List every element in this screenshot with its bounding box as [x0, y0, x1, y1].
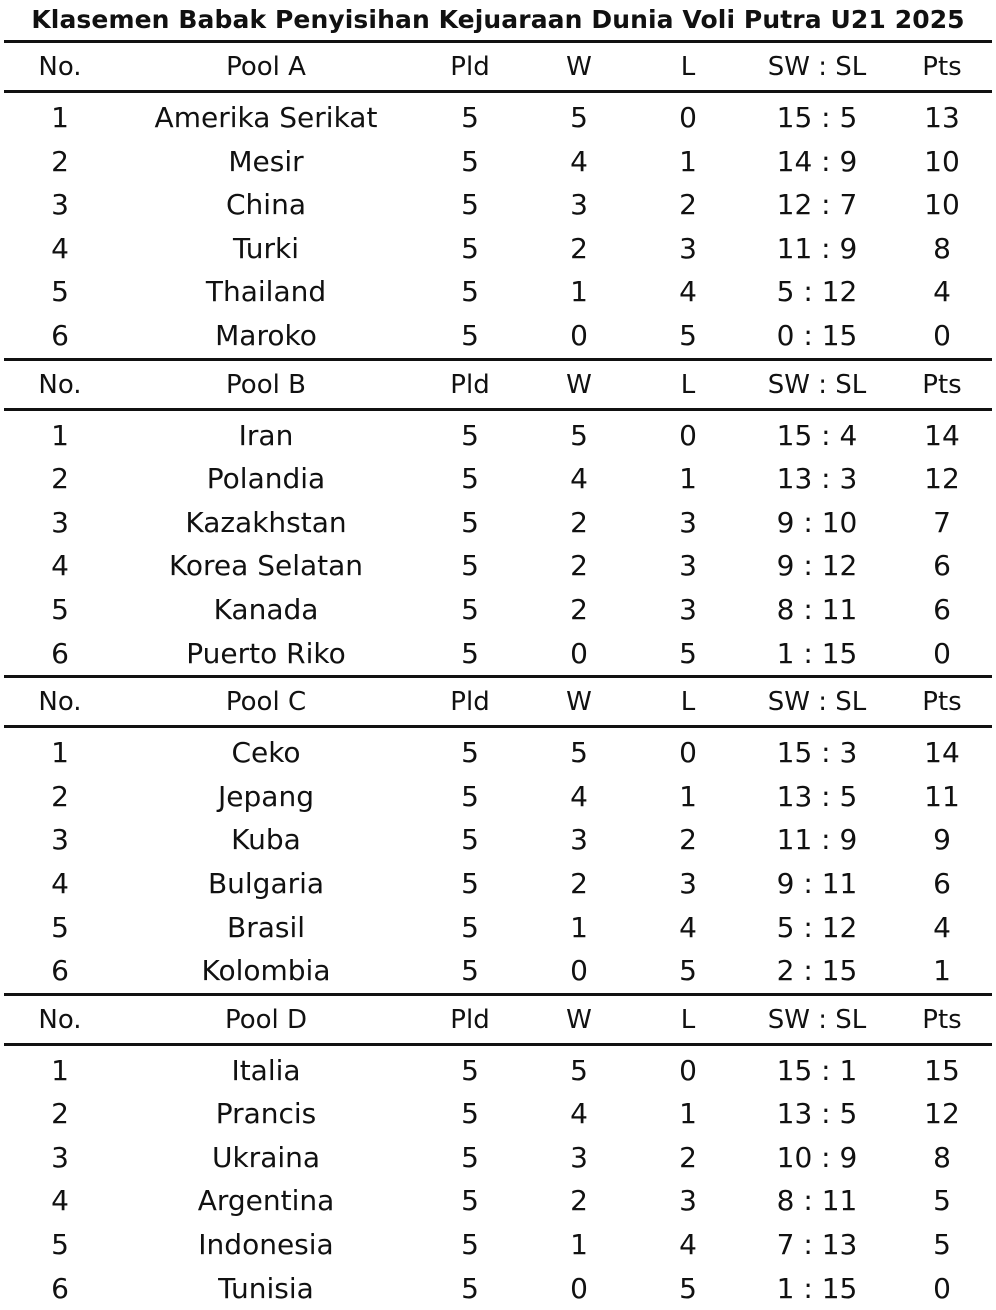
cell-pld: 5	[461, 144, 479, 178]
cell-team: Mesir	[228, 144, 304, 178]
cell-sw-sl: 15 : 4	[776, 418, 858, 452]
pool-header-row	[4, 675, 992, 728]
cell-l: 0	[679, 101, 697, 134]
cell-pts: 10	[924, 144, 960, 178]
cell-no: 1	[51, 101, 69, 134]
cell-no: 5	[51, 592, 69, 626]
table-row	[4, 414, 992, 458]
cell-no: 6	[51, 1271, 69, 1305]
table-row	[4, 862, 992, 906]
cell-team: Argentina	[197, 1184, 335, 1218]
cell-sw-sl: 9 : 11	[776, 866, 858, 900]
cell-l: 1	[679, 779, 697, 813]
cell-pts: 4	[933, 910, 951, 944]
cell-sw-sl: 14 : 9	[776, 144, 858, 178]
cell-l: 5	[679, 318, 697, 352]
cell-w: 3	[570, 1140, 588, 1174]
cell-no: 1	[51, 418, 69, 452]
column-header-w: W	[566, 687, 592, 718]
cell-pld: 5	[461, 1097, 479, 1131]
cell-w: 5	[570, 1053, 588, 1087]
cell-l: 3	[679, 1184, 697, 1218]
cell-pld: 5	[461, 188, 479, 222]
cell-team: China	[226, 188, 306, 222]
cell-pld: 5	[461, 231, 479, 265]
cell-l: 3	[679, 549, 697, 583]
table-row	[4, 1267, 992, 1310]
cell-pld: 5	[461, 866, 479, 900]
cell-team: Ceko	[231, 736, 301, 770]
cell-team: Puerto Riko	[186, 636, 346, 670]
cell-team: Italia	[231, 1053, 301, 1087]
table-row	[4, 588, 992, 632]
cell-pts: 5	[933, 1228, 951, 1262]
cell-no: 5	[51, 1228, 69, 1262]
cell-l: 3	[679, 866, 697, 900]
pool-rows	[4, 1046, 992, 1310]
pool-rows	[4, 411, 992, 676]
cell-pts: 6	[933, 866, 951, 900]
cell-w: 1	[570, 1228, 588, 1262]
cell-team: Kazakhstan	[185, 505, 347, 539]
cell-pts: 4	[933, 275, 951, 309]
column-header-pts: Pts	[922, 52, 962, 82]
cell-pld: 5	[461, 636, 479, 670]
cell-team: Maroko	[215, 318, 317, 352]
cell-no: 1	[51, 736, 69, 770]
column-header-no: No.	[38, 687, 82, 718]
cell-pld: 5	[461, 1271, 479, 1305]
cell-sw-sl: 9 : 12	[776, 549, 858, 583]
cell-l: 2	[679, 823, 697, 857]
cell-no: 4	[51, 1184, 69, 1218]
cell-w: 4	[570, 462, 588, 496]
column-header-pts: Pts	[922, 369, 962, 400]
column-header-pld: Pld	[450, 369, 490, 400]
cell-team: Iran	[238, 418, 294, 452]
cell-team: Kuba	[231, 823, 301, 857]
cell-pld: 5	[461, 549, 479, 583]
cell-w: 4	[570, 1097, 588, 1131]
cell-no: 1	[51, 1053, 69, 1087]
cell-w: 4	[570, 144, 588, 178]
cell-pld: 5	[461, 823, 479, 857]
pool-header-row	[4, 993, 992, 1046]
cell-w: 4	[570, 779, 588, 813]
cell-l: 1	[679, 144, 697, 178]
cell-sw-sl: 11 : 9	[776, 823, 858, 857]
cell-no: 4	[51, 231, 69, 265]
cell-w: 5	[570, 736, 588, 770]
cell-team: Ukraina	[211, 1140, 321, 1174]
table-row	[4, 731, 992, 775]
cell-team: Kanada	[213, 592, 319, 626]
pool-table	[4, 675, 992, 993]
pool-rows	[4, 728, 992, 993]
column-header-w: W	[566, 1004, 592, 1035]
column-header-no: No.	[38, 369, 82, 400]
cell-l: 5	[679, 636, 697, 670]
pool-table	[4, 40, 992, 358]
cell-w: 2	[570, 505, 588, 539]
cell-pld: 5	[461, 1184, 479, 1218]
pool-name-header: Pool A	[226, 52, 306, 82]
pool-table	[4, 358, 992, 676]
cell-team: Tunisia	[218, 1271, 314, 1305]
cell-pts: 15	[924, 1053, 960, 1087]
cell-pld: 5	[461, 1053, 479, 1087]
table-row	[4, 632, 992, 676]
table-row	[4, 140, 992, 184]
cell-pts: 12	[924, 462, 960, 496]
cell-sw-sl: 13 : 5	[776, 779, 858, 813]
table-row	[4, 775, 992, 819]
cell-pld: 5	[461, 910, 479, 944]
cell-l: 3	[679, 505, 697, 539]
cell-sw-sl: 10 : 9	[776, 1140, 858, 1174]
cell-sw-sl: 5 : 12	[776, 275, 858, 309]
cell-pts: 12	[924, 1097, 960, 1131]
pool-name-header: Pool D	[224, 1004, 308, 1035]
column-header-sw-sl: SW : SL	[767, 52, 867, 82]
cell-no: 5	[51, 275, 69, 309]
table-row	[4, 183, 992, 227]
cell-pld: 5	[461, 1140, 479, 1174]
column-header-pld: Pld	[450, 1004, 490, 1035]
column-header-pts: Pts	[922, 1004, 962, 1035]
cell-w: 1	[570, 910, 588, 944]
cell-sw-sl: 1 : 15	[776, 636, 858, 670]
cell-sw-sl: 15 : 1	[776, 1053, 858, 1087]
cell-team: Turki	[232, 231, 300, 265]
pool-name-header: Pool C	[225, 687, 307, 718]
cell-w: 3	[570, 188, 588, 222]
cell-sw-sl: 2 : 15	[776, 954, 858, 988]
cell-sw-sl: 7 : 13	[776, 1228, 858, 1262]
cell-no: 2	[51, 779, 69, 813]
cell-no: 5	[51, 910, 69, 944]
pool-name-header: Pool B	[226, 369, 306, 400]
cell-pts: 13	[924, 101, 960, 134]
cell-no: 3	[51, 823, 69, 857]
table-row	[4, 544, 992, 588]
cell-no: 2	[51, 144, 69, 178]
cell-w: 3	[570, 823, 588, 857]
cell-sw-sl: 12 : 7	[776, 188, 858, 222]
cell-w: 0	[570, 636, 588, 670]
table-row	[4, 96, 992, 140]
table-row	[4, 818, 992, 862]
pool-rows	[4, 93, 992, 358]
pool-header-row	[4, 40, 992, 93]
cell-pld: 5	[461, 462, 479, 496]
cell-sw-sl: 0 : 15	[776, 318, 858, 352]
cell-l: 5	[679, 1271, 697, 1305]
cell-pts: 9	[933, 823, 951, 857]
cell-w: 0	[570, 318, 588, 352]
column-header-sw-sl: SW : SL	[767, 1004, 867, 1035]
cell-l: 3	[679, 231, 697, 265]
cell-pld: 5	[461, 1228, 479, 1262]
cell-pts: 1	[933, 954, 951, 988]
cell-w: 2	[570, 866, 588, 900]
cell-pld: 5	[461, 101, 479, 134]
cell-l: 0	[679, 1053, 697, 1087]
table-row	[4, 1136, 992, 1180]
column-header-sw-sl: SW : SL	[767, 369, 867, 400]
table-row	[4, 949, 992, 993]
cell-w: 0	[570, 954, 588, 988]
cell-sw-sl: 5 : 12	[776, 910, 858, 944]
column-header-sw-sl: SW : SL	[767, 687, 867, 718]
cell-team: Jepang	[218, 779, 314, 813]
cell-pts: 8	[933, 231, 951, 265]
table-row	[4, 1049, 992, 1093]
cell-no: 3	[51, 505, 69, 539]
table-row	[4, 1179, 992, 1223]
cell-pts: 10	[924, 188, 960, 222]
cell-team: Prancis	[215, 1097, 317, 1131]
cell-pld: 5	[461, 318, 479, 352]
cell-w: 5	[570, 101, 588, 134]
cell-sw-sl: 13 : 5	[776, 1097, 858, 1131]
cell-l: 0	[679, 736, 697, 770]
column-header-w: W	[566, 369, 592, 400]
table-row	[4, 1092, 992, 1136]
cell-w: 2	[570, 549, 588, 583]
table-row	[4, 270, 992, 314]
cell-team: Thailand	[205, 275, 327, 309]
cell-l: 5	[679, 954, 697, 988]
table-row	[4, 501, 992, 545]
column-header-l: L	[680, 52, 696, 82]
cell-w: 5	[570, 418, 588, 452]
cell-pts: 6	[933, 549, 951, 583]
column-header-l: L	[680, 687, 696, 718]
standings-tables	[0, 40, 996, 1310]
cell-team: Indonesia	[198, 1228, 334, 1262]
cell-w: 1	[570, 275, 588, 309]
cell-l: 3	[679, 592, 697, 626]
cell-team: Korea Selatan	[168, 549, 364, 583]
cell-l: 0	[679, 418, 697, 452]
cell-pts: 0	[933, 636, 951, 670]
cell-sw-sl: 15 : 3	[776, 736, 858, 770]
cell-team: Brasil	[226, 910, 306, 944]
cell-pld: 5	[461, 736, 479, 770]
cell-pld: 5	[461, 954, 479, 988]
cell-no: 3	[51, 188, 69, 222]
column-header-pld: Pld	[450, 52, 490, 82]
cell-team: Kolombia	[201, 954, 331, 988]
pool-header-row	[4, 358, 992, 411]
cell-pts: 0	[933, 318, 951, 352]
column-header-pts: Pts	[922, 687, 962, 718]
cell-pts: 6	[933, 592, 951, 626]
cell-pts: 0	[933, 1271, 951, 1305]
cell-l: 2	[679, 1140, 697, 1174]
cell-l: 4	[679, 910, 697, 944]
column-header-pld: Pld	[450, 687, 490, 718]
cell-team: Polandia	[206, 462, 326, 496]
table-row	[4, 1223, 992, 1267]
cell-sw-sl: 15 : 5	[776, 101, 858, 134]
cell-pts: 8	[933, 1140, 951, 1174]
cell-no: 2	[51, 462, 69, 496]
cell-pts: 11	[924, 779, 960, 813]
table-row	[4, 314, 992, 358]
column-header-no: No.	[38, 1004, 82, 1035]
cell-pts: 7	[933, 505, 951, 539]
table-row	[4, 457, 992, 501]
cell-team: Amerika Serikat	[154, 101, 378, 134]
cell-team: Bulgaria	[207, 866, 325, 900]
cell-no: 2	[51, 1097, 69, 1131]
pool-table	[4, 993, 992, 1310]
page-title: Klasemen Babak Penyisihan Kejuaraan Dunia Voli Putra U21 2025	[31, 5, 965, 34]
cell-sw-sl: 1 : 15	[776, 1271, 858, 1305]
table-row	[4, 227, 992, 271]
column-header-l: L	[680, 1004, 696, 1035]
cell-l: 1	[679, 462, 697, 496]
cell-pld: 5	[461, 275, 479, 309]
cell-no: 6	[51, 318, 69, 352]
cell-no: 6	[51, 636, 69, 670]
column-header-no: No.	[38, 52, 82, 82]
cell-w: 2	[570, 231, 588, 265]
cell-pld: 5	[461, 505, 479, 539]
cell-sw-sl: 9 : 10	[776, 505, 858, 539]
cell-w: 2	[570, 592, 588, 626]
cell-pld: 5	[461, 779, 479, 813]
cell-pld: 5	[461, 592, 479, 626]
cell-pts: 14	[924, 736, 960, 770]
cell-sw-sl: 13 : 3	[776, 462, 858, 496]
cell-no: 4	[51, 549, 69, 583]
cell-pld: 5	[461, 418, 479, 452]
cell-l: 4	[679, 275, 697, 309]
cell-sw-sl: 8 : 11	[776, 1184, 858, 1218]
cell-l: 4	[679, 1228, 697, 1262]
cell-pts: 14	[924, 418, 960, 452]
cell-l: 2	[679, 188, 697, 222]
cell-sw-sl: 8 : 11	[776, 592, 858, 626]
cell-w: 2	[570, 1184, 588, 1218]
cell-no: 3	[51, 1140, 69, 1174]
cell-w: 0	[570, 1271, 588, 1305]
table-row	[4, 906, 992, 950]
cell-pts: 5	[933, 1184, 951, 1218]
cell-no: 6	[51, 954, 69, 988]
cell-sw-sl: 11 : 9	[776, 231, 858, 265]
cell-no: 4	[51, 866, 69, 900]
column-header-w: W	[566, 52, 592, 82]
column-header-l: L	[680, 369, 696, 400]
cell-l: 1	[679, 1097, 697, 1131]
